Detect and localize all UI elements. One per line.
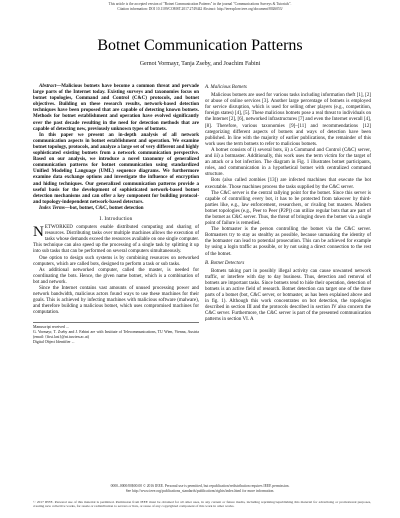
footnote xyxy=(33,322,199,344)
section-heading-introduction: I. Introduction xyxy=(99,215,133,222)
malicious-paragraph-4: The C&C server is the central rallying point for the botnet. Since this server is capable of controlling every bot, it has to be protected from takeover by third-parties like, e.g., law enforcement, researchers, or rivaling bot masters. Modern botnet topologies (e.g., Peer to Peer (P2P)) can utilize regular bots that are part of the botnet as C&C server. Thus, the threat of bringing down the botnet via a single point of failure is remedied. xyxy=(205,190,371,227)
intro-paragraph-1 xyxy=(33,225,199,255)
index-terms xyxy=(33,206,199,212)
paper-authors: Gernot Vormayr, Tanja Zseby, and Joachim Fabini xyxy=(139,61,261,67)
paper-title: Botnet Communication Patterns xyxy=(97,37,303,54)
abstract-paragraph-2: In this paper we present an in-depth analysis of all network communication aspects in botnet establishment and operation. We examine botnet topology, protocols, and analyze a large set of very different and highly sophisticated existing botnets from a network communication perspective. Based on our analysis, we introduce a novel taxonomy of generalized communication patterns for botnet communication using standardized Unified Modeling Language (UML) sequence diagrams. We furthermore examine data exchange options and investigate the influence of encryption and hiding techniques. Our generalized communication patterns provide a useful basis for the development of sophisticated network-based botnet detection mechanisms and can offer a key component for building protocol- and topology-independent network-based detectors. xyxy=(33,132,199,205)
subsection-heading-botnet-detectors: B. Botnet Detectors xyxy=(205,260,245,266)
footnote-line-2: G. Vormayr, T. Zseby and J. Fabini are with Institute of Telecommunications, TU Wien, Vienna, Austria (email: {first.last}@nt.tuwien.ac.at) xyxy=(33,330,199,339)
journal-header xyxy=(0,2,400,11)
footnote-line-3: Digital Object Identifier ... xyxy=(33,339,75,344)
drop-cap: N xyxy=(33,224,44,241)
intro-text-1: ETWORKED computers enable distributed computing and sharing of resources. Distributing tasks over multiple machines allows the execution of tasks whose demands exceed the resources available on one single computer. This technique can also speed up the processing of a single task by splitting it up into sub tasks that can be performed on several computers simultaneously. xyxy=(33,225,199,255)
abstract-text-1: —Malicious botnets have become a common threat and pervade large parts of the Internet today. Existing surveys and taxonomies focus on botnet topologies, Command and Control (C&C) protocols, and botnet objectives. Building on these research results, network-based detection techniques have been proposed that are capable of detecting known botnets. Methods for botnet establishment and operation have evolved significantly over the past decade resulting in the need for detection methods that are capable of detecting new, previously unknown types of botnets. xyxy=(33,84,199,132)
intro-paragraph-3: As additional networked computer, called the master, is needed for coordinating the bots. Hence, the given name botnet, which is a combination of bot and network. xyxy=(33,267,199,285)
intro-paragraph-4: Since the Internet contains vast amounts of unused processing power and network bandwidth, malicious actors found ways to use these machines for their goals. This is achieved by infecting machines with malicious software (malware), and therefore building a malicious botnet, which uses compromised machines for computation. xyxy=(33,286,199,316)
malicious-paragraph-5: The botmaster is the person controlling the botnet via the C&C server. Botmasters try to stay as stealthy as possible, because unmasking the identity of the botmaster can lead to potential prosecution. This can be achieved for example by using a login traffic as possible, or by not using a direct connection to the rest of the botnet. xyxy=(205,227,371,257)
left-column xyxy=(33,84,199,344)
footnote-line-1: Manuscript received ... xyxy=(33,325,69,330)
malicious-paragraph-2: A botnet consists of i) several bots, ii) a Command and Control (C&C) server, and iii) a botmaster. Additionally, this work uses the term victim for the target of an attack or a bot infection. The diagram in Fig. 1 illustrates botnet participants, roles, and communication in a hypothetical botnet with centralized command structure. xyxy=(205,147,371,178)
header-line-1: This article is the accepted version of "Botnet Communication Patterns" in the journal "Communications Surveys & Tutorials". xyxy=(108,2,292,6)
malicious-paragraph-1: Malicious botnets are used for various tasks including information theft [1], [2] or abuse of online services [3]. Another large percentage of botnets is employed for service disruption, which is used for selling other players (e.g., competition, foreign states) [4], [5]. These malicious botnets pose a real threat to individuals on the Internet [2], [6], networked infrastructures [7] and even the Internet overall [4], [8]. Therefore, various taxonomies [9]–[11] and recommendations [12] categorizing different aspects of botnets and ways of detection have been published. In line with the majority of earlier publications, the remainder of this work uses the term botnets to refer to malicious botnets. xyxy=(205,93,371,147)
ieee-notice: © 2017 IEEE. Personal use of this material is permitted. Permission from IEEE must be obtained for all other uses, in any current or future media, including reprinting/republishing this material for advertising or promotional purposes, creating new collective works, for resale or redistribution to servers or lists, or reuse of any copyrighted component of this work in other works. xyxy=(33,500,371,509)
right-column xyxy=(205,84,371,324)
abstract-label: Abstract xyxy=(39,84,57,89)
footer-line-1: 0000–0000/00$00.00 © 2016 IEEE. Personal use is permitted, but republication/redistribution requires IEEE permission. xyxy=(110,484,290,488)
abstract-paragraph-1 xyxy=(33,84,199,133)
footer-line-2: See http://www.ieee.org/publications_standards/publications/rights/index.html for more information. xyxy=(125,488,275,493)
copyright-footer xyxy=(0,484,400,493)
index-terms-label: Index Terms xyxy=(39,205,65,211)
subsection-heading-malicious-botnets: A. Malicious Botnets xyxy=(205,85,247,90)
intro-paragraph-2: One option to design such systems is by combining resources on networked computers, which are called bots, designed to perform a task or sub tasks. xyxy=(33,255,199,267)
index-terms-text: —bot, botnet, C&C, botnet detection xyxy=(64,205,144,211)
malicious-paragraph-3: Bots (also called zombies [13]) are infected machines that execute the bot executable. Those machines process the tasks supplied by the C&C server. xyxy=(205,178,371,190)
header-line-2: Citation information: DOI 10.1109/COMST.2017.2749442 Abstract: http://ieeexplore.ieee.org/document/8026053/ xyxy=(117,6,283,11)
detectors-paragraph-1: Botnets taking part in possibly illegal activity can cause unwanted network traffic, or interfere with day to day business. Thus, detection and removal of botnets are important tasks. Since botnets tend to hide their operation, detection of botnets is an active field of research. Botnet detection can target one of the three parts of a botnet (bot, C&C server, or botmaster, as has been explained above and in fig. 1). Although this work concentrates on bot detection, the topologies described in section III and the protocols described in section IV also concern the C&C server. Furthermore, the C&C server is part of the presented communication patterns in section VI. A xyxy=(205,268,371,323)
